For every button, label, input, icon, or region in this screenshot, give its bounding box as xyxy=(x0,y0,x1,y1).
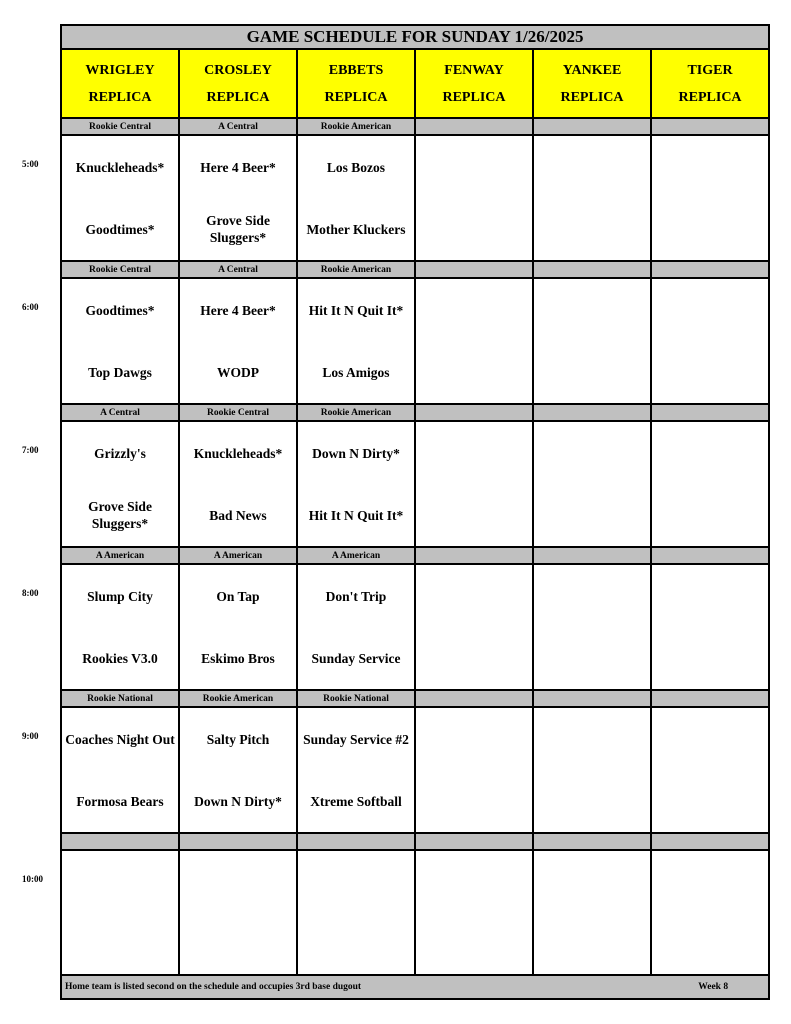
home-team-name: Formosa Bears xyxy=(61,770,179,833)
park-name: EBBETS xyxy=(328,62,384,78)
week-label: Week 8 xyxy=(698,982,729,992)
home-team-name xyxy=(651,198,769,261)
home-team-name xyxy=(415,198,533,261)
division-label: Rookie Central xyxy=(61,261,179,278)
footer xyxy=(61,975,769,999)
away-team-name: Knuckleheads* xyxy=(179,421,297,484)
division-label xyxy=(179,833,297,850)
park-subtitle: REPLICA xyxy=(560,89,624,105)
park-subtitle: REPLICA xyxy=(678,89,742,105)
division-label xyxy=(533,547,651,564)
division-label: A Central xyxy=(61,404,179,421)
division-row xyxy=(61,118,769,135)
away-team-name: Sunday Service #2 xyxy=(297,707,415,770)
division-label: Rookie American xyxy=(297,118,415,135)
park-name: TIGER xyxy=(687,62,733,78)
away-team-name: Los Bozos xyxy=(297,135,415,198)
division-row xyxy=(61,404,769,421)
home-team-name xyxy=(533,198,651,261)
time-label: 8:00 xyxy=(22,588,39,598)
division-row xyxy=(61,690,769,707)
division-label xyxy=(651,404,769,421)
away-team-name xyxy=(533,421,651,484)
away-team-name xyxy=(533,707,651,770)
away-team-name xyxy=(651,564,769,627)
schedule-body xyxy=(61,25,769,999)
home-team-name xyxy=(651,484,769,547)
home-team-name: Xtreme Softball xyxy=(297,770,415,833)
away-team-name xyxy=(415,278,533,341)
division-label xyxy=(61,833,179,850)
park-header-wrigley xyxy=(61,49,179,118)
home-team-name xyxy=(533,770,651,833)
title-row xyxy=(61,25,769,49)
empty-cell xyxy=(651,850,769,975)
division-label xyxy=(415,118,533,135)
schedule-table xyxy=(60,24,770,1000)
division-label xyxy=(651,547,769,564)
home-team-name: WODP xyxy=(179,341,297,404)
park-header-tiger xyxy=(651,49,769,118)
away-team-name xyxy=(651,707,769,770)
park-header-crosley xyxy=(179,49,297,118)
away-team-name xyxy=(533,564,651,627)
park-header-row xyxy=(61,49,769,118)
away-team-name: Down N Dirty* xyxy=(297,421,415,484)
division-label: A American xyxy=(297,547,415,564)
away-team-name: Goodtimes* xyxy=(61,278,179,341)
away-team-row xyxy=(61,564,769,627)
division-label xyxy=(533,404,651,421)
park-subtitle: REPLICA xyxy=(324,89,388,105)
division-label xyxy=(415,690,533,707)
division-label: A Central xyxy=(179,261,297,278)
home-team-row xyxy=(61,770,769,833)
park-subtitle: REPLICA xyxy=(442,89,506,105)
division-label xyxy=(651,690,769,707)
division-label xyxy=(651,118,769,135)
home-team-name xyxy=(651,341,769,404)
park-header-ebbets xyxy=(297,49,415,118)
home-team-row xyxy=(61,341,769,404)
home-team-name xyxy=(533,341,651,404)
empty-cell xyxy=(297,850,415,975)
away-team-name xyxy=(651,421,769,484)
away-team-name xyxy=(651,135,769,198)
home-team-name xyxy=(533,484,651,547)
time-label: 10:00 xyxy=(22,874,43,884)
away-team-name: Grizzly's xyxy=(61,421,179,484)
home-team-name: Bad News xyxy=(179,484,297,547)
empty-cell xyxy=(415,850,533,975)
away-team-row xyxy=(61,707,769,770)
park-header-fenway xyxy=(415,49,533,118)
division-label xyxy=(415,404,533,421)
division-label: A American xyxy=(61,547,179,564)
home-team-row xyxy=(61,198,769,261)
home-team-name: Mother Kluckers xyxy=(297,198,415,261)
division-row xyxy=(61,833,769,850)
division-label: Rookie American xyxy=(297,261,415,278)
home-team-row xyxy=(61,484,769,547)
away-team-row xyxy=(61,421,769,484)
home-team-name: Goodtimes* xyxy=(61,198,179,261)
away-team-name xyxy=(651,278,769,341)
division-label: A Central xyxy=(179,118,297,135)
home-team-name: Hit It N Quit It* xyxy=(297,484,415,547)
away-team-name: Hit It N Quit It* xyxy=(297,278,415,341)
division-label xyxy=(297,833,415,850)
division-label xyxy=(533,690,651,707)
division-label xyxy=(415,547,533,564)
home-team-name xyxy=(533,627,651,690)
park-header-yankee xyxy=(533,49,651,118)
page-title: GAME SCHEDULE FOR SUNDAY 1/26/2025 xyxy=(61,25,769,49)
empty-cell xyxy=(61,850,179,975)
away-team-row xyxy=(61,135,769,198)
time-label: 6:00 xyxy=(22,302,39,312)
division-label: Rookie American xyxy=(179,690,297,707)
empty-cell xyxy=(533,850,651,975)
division-label xyxy=(415,261,533,278)
away-team-name xyxy=(415,564,533,627)
park-subtitle: REPLICA xyxy=(88,89,152,105)
division-row xyxy=(61,261,769,278)
empty-slot-row xyxy=(61,850,769,975)
home-team-name: Top Dawgs xyxy=(61,341,179,404)
away-team-name xyxy=(415,707,533,770)
division-label: A American xyxy=(179,547,297,564)
home-team-row xyxy=(61,627,769,690)
away-team-name xyxy=(533,135,651,198)
empty-cell xyxy=(179,850,297,975)
division-label xyxy=(651,261,769,278)
park-subtitle: REPLICA xyxy=(206,89,270,105)
time-label: 7:00 xyxy=(22,445,39,455)
away-team-name: Here 4 Beer* xyxy=(179,135,297,198)
division-label: Rookie Central xyxy=(179,404,297,421)
home-team-name: Grove Side Sluggers* xyxy=(179,198,297,261)
division-label xyxy=(533,833,651,850)
home-team-name: Los Amigos xyxy=(297,341,415,404)
away-team-name: Don't Trip xyxy=(297,564,415,627)
park-name: YANKEE xyxy=(562,62,622,78)
away-team-name: Salty Pitch xyxy=(179,707,297,770)
home-team-name: Down N Dirty* xyxy=(179,770,297,833)
division-row xyxy=(61,547,769,564)
home-team-name xyxy=(415,627,533,690)
away-team-name xyxy=(533,278,651,341)
division-label: Rookie National xyxy=(61,690,179,707)
footer-note: Home team is listed second on the schedule and occupies 3rd base dugout xyxy=(65,982,362,992)
division-label: Rookie National xyxy=(297,690,415,707)
home-team-name xyxy=(651,627,769,690)
away-team-name: Knuckleheads* xyxy=(61,135,179,198)
park-name: WRIGLEY xyxy=(85,62,155,78)
park-name: CROSLEY xyxy=(204,62,272,78)
away-team-name: Slump City xyxy=(61,564,179,627)
division-label xyxy=(415,833,533,850)
home-team-name: Sunday Service xyxy=(297,627,415,690)
footer-row xyxy=(61,975,769,999)
division-label xyxy=(651,833,769,850)
division-label: Rookie Central xyxy=(61,118,179,135)
time-label: 5:00 xyxy=(22,159,39,169)
division-label xyxy=(533,118,651,135)
time-label: 9:00 xyxy=(22,731,39,741)
home-team-name: Grove Side Sluggers* xyxy=(61,484,179,547)
footer-content xyxy=(62,982,768,992)
home-team-name xyxy=(415,341,533,404)
home-team-name xyxy=(651,770,769,833)
away-team-name xyxy=(415,421,533,484)
home-team-name: Rookies V3.0 xyxy=(61,627,179,690)
park-name: FENWAY xyxy=(444,62,504,78)
away-team-name: Here 4 Beer* xyxy=(179,278,297,341)
division-label xyxy=(533,261,651,278)
home-team-name xyxy=(415,770,533,833)
division-label: Rookie American xyxy=(297,404,415,421)
away-team-name: On Tap xyxy=(179,564,297,627)
away-team-row xyxy=(61,278,769,341)
home-team-name xyxy=(415,484,533,547)
away-team-name: Coaches Night Out xyxy=(61,707,179,770)
away-team-name xyxy=(415,135,533,198)
home-team-name: Eskimo Bros xyxy=(179,627,297,690)
